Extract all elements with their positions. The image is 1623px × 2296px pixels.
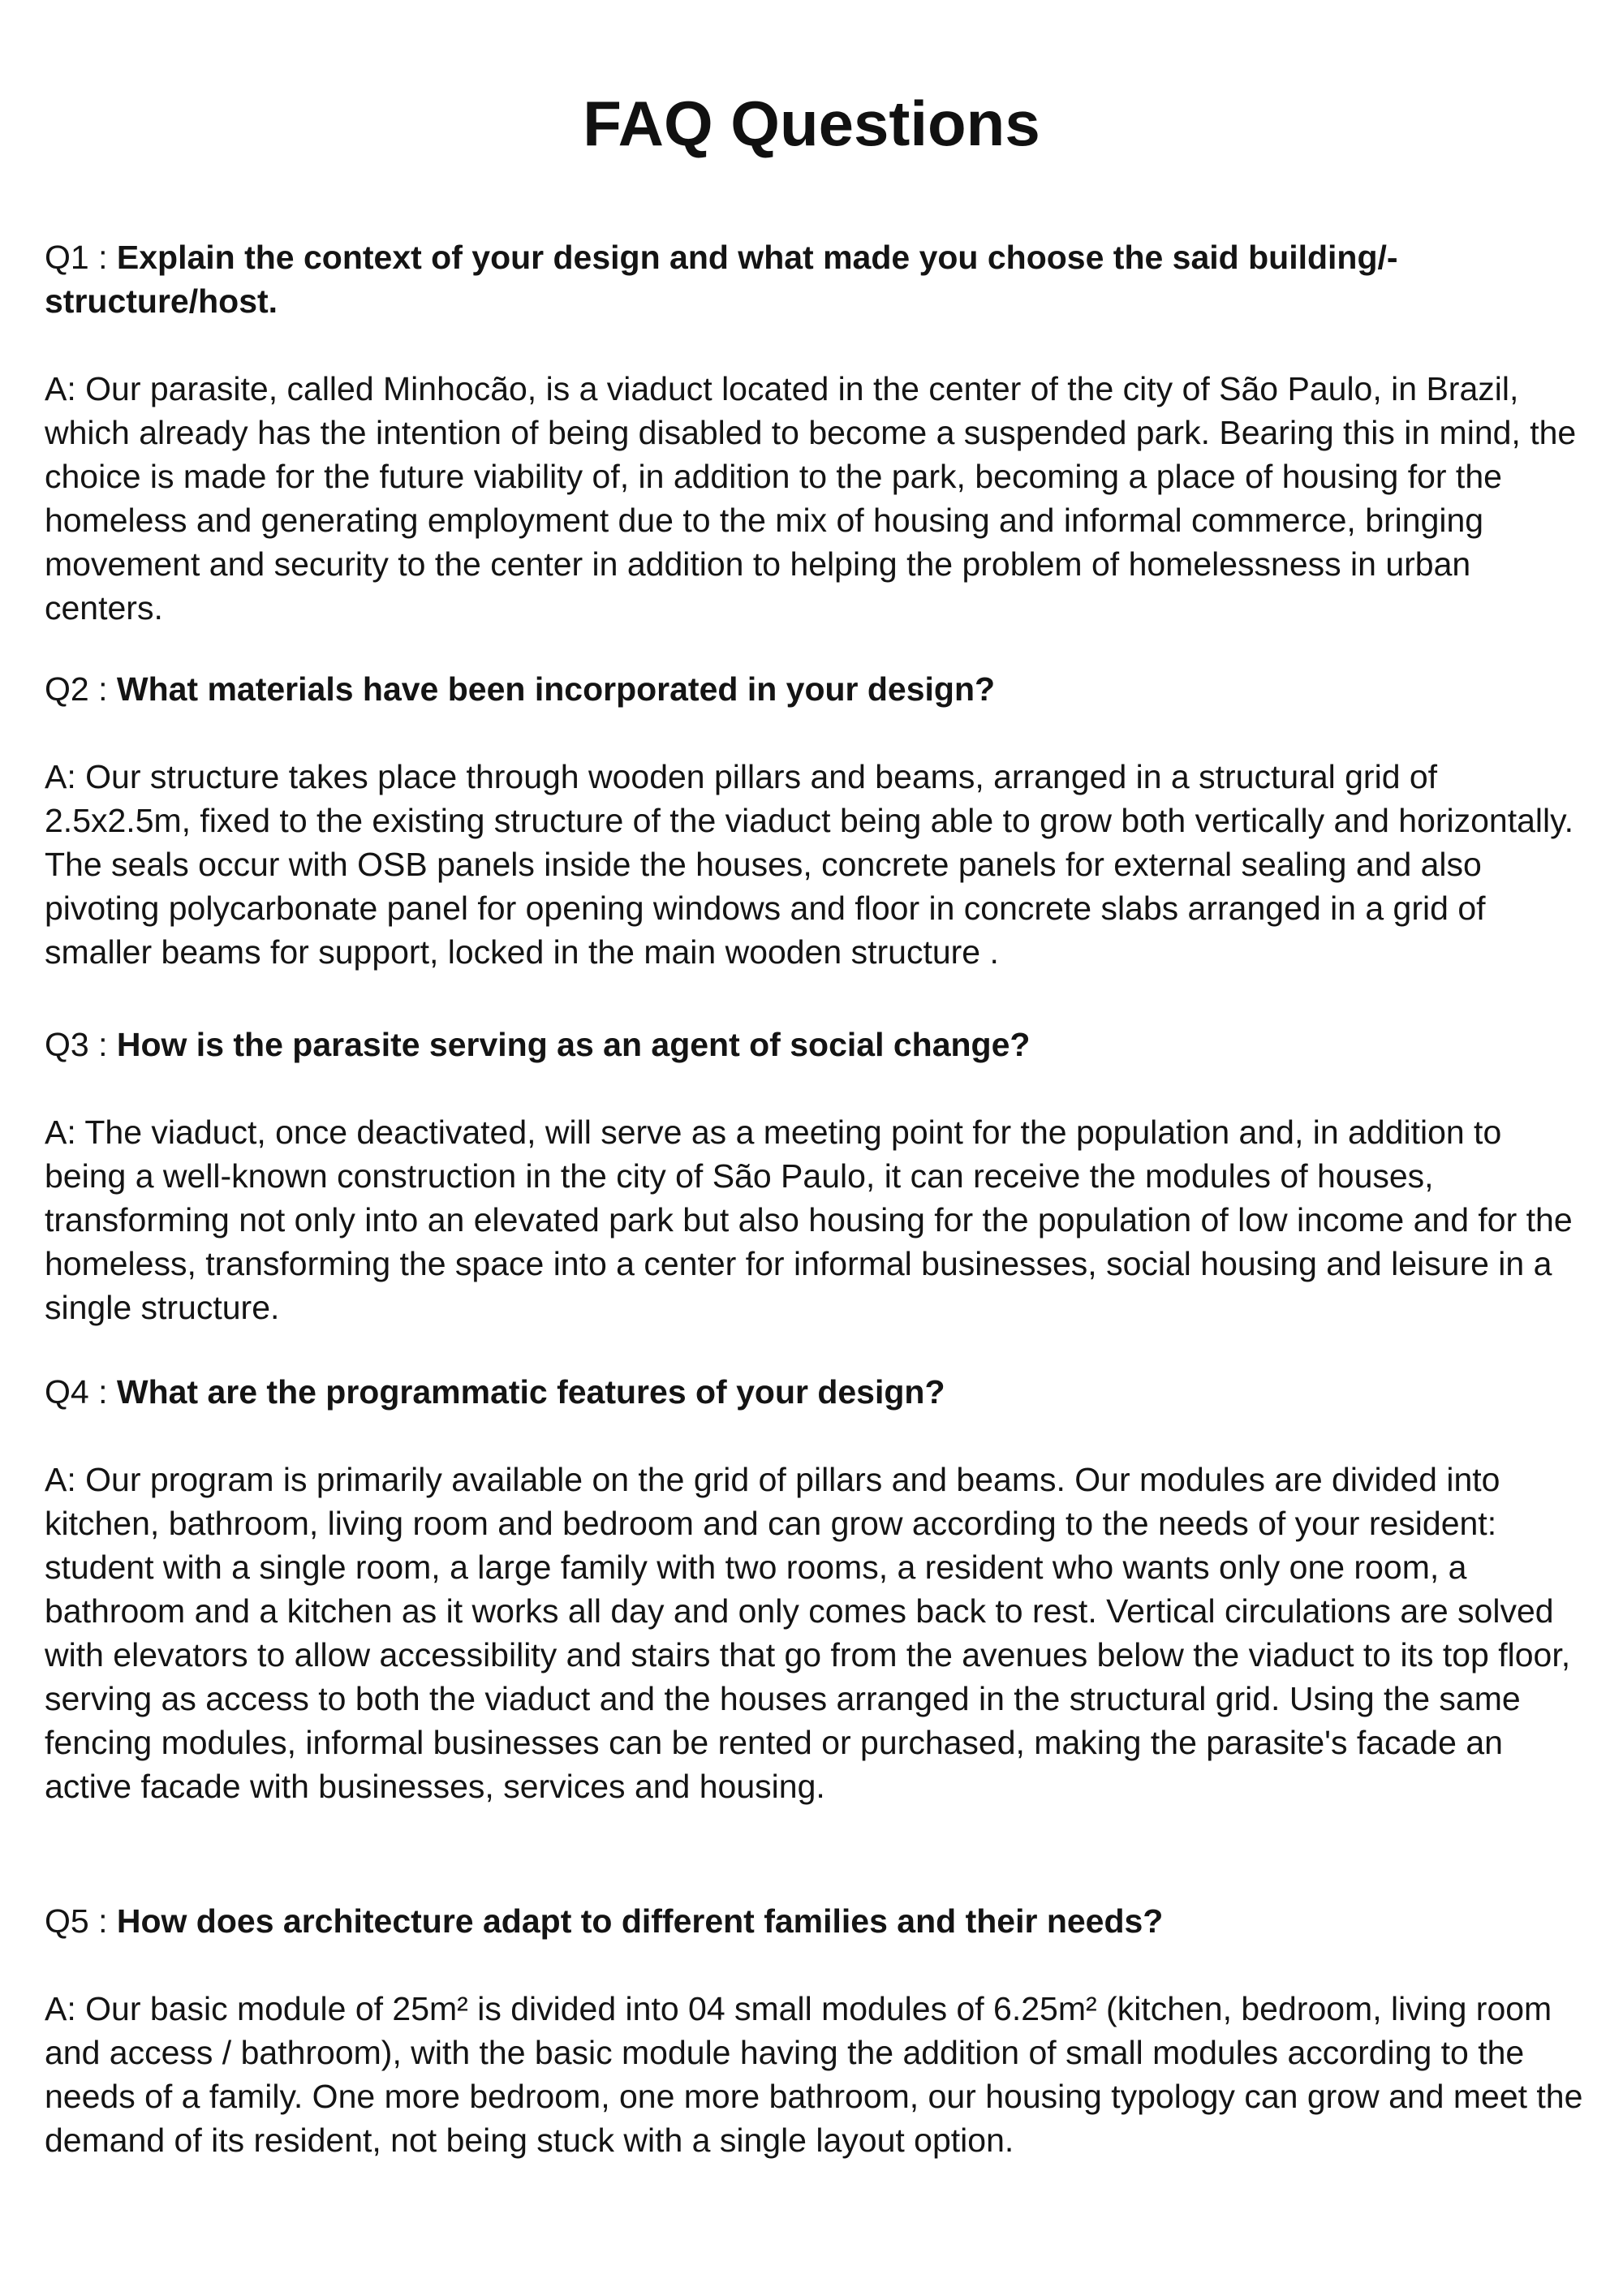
- question-3-text: How is the parasite serving as an agent of social change?: [116, 1026, 1031, 1063]
- answer-3: A: The viaduct, once deactivated, will serve as a meeting point for the population and, in addition to being a well-known construction in the city of São Paulo, it can receive the modules of houses, transforming not only into an elevated park but also housing for the population of low income and for the homeless, transforming the space into a center for informal businesses, social housing and leisure in a single structure.: [45, 1114, 1573, 1326]
- question-1: [45, 235, 1586, 323]
- question-5-text: How does architecture adapt to different families and their needs?: [116, 1902, 1164, 1940]
- question-4-label: Q4 :: [45, 1373, 117, 1411]
- question-4-text: What are the programmatic features of your design?: [116, 1373, 945, 1411]
- question-2: [45, 667, 1586, 711]
- question-2-text: What materials have been incorporated in your design?: [116, 670, 996, 708]
- question-3: [45, 1023, 1586, 1066]
- question-2-label: Q2 :: [45, 670, 117, 708]
- question-4: [45, 1370, 1586, 1414]
- answer-2: A: Our structure takes place through wooden pillars and beams, arranged in a structural grid of 2.5x2.5m, fixed to the existing structure of the viaduct being able to grow both vertically and horizontally. The seals occur with OSB panels inside the houses, concrete panels for external sealing and also pivoting polycarbonate panel for opening windows and floor in concrete slabs arranged in a grid of smaller beams for support, locked in the main wooden structure .: [45, 758, 1573, 971]
- answer-4: A: Our program is primarily available on the grid of pillars and beams. Our modules are divided into kitchen, bathroom, living room and bedroom and can grow according to the needs of your resident: student with a single room, a large family with two rooms, a resident who wants only one room, a bathroom and a kitchen as it works all day and only comes back to rest. Vertical circulations are solved with elevators to allow accessibility and stairs that go from the avenues below the viaduct to its top floor, serving as access to both the viaduct and the houses arranged in the structural grid. Using the same fencing modules, informal businesses can be rented or purchased, making the parasite's facade an active facade with businesses, services and housing.: [45, 1461, 1571, 1805]
- question-5: [45, 1899, 1586, 1943]
- answer-1: A: Our parasite, called Minhocão, is a viaduct located in the center of the city of São Paulo, in Brazil, which already has the intention of being disabled to become a suspended park. Bearing this in mind, the choice is made for the future viability of, in addition to the park, becoming a place of housing for the homeless and generating employment due to the mix of housing and informal commerce, bringing movement and security to the center in addition to helping the problem of homelessness in urban centers.: [45, 370, 1577, 627]
- question-1-label: Q1 :: [45, 239, 117, 276]
- page-title: FAQ Questions: [583, 88, 1040, 159]
- question-5-label: Q5 :: [45, 1902, 117, 1940]
- question-1-text: Explain the context of your design and what made you choose the said building/-structure/host.: [45, 239, 1398, 320]
- question-3-label: Q3 :: [45, 1026, 117, 1063]
- answer-5: A: Our basic module of 25m² is divided into 04 small modules of 6.25m² (kitchen, bedroom, living room and access / bathroom), with the basic module having the addition of small modules according to the needs of a family. One more bedroom, one more bathroom, our housing typology can grow and meet the demand of its resident, not being stuck with a single layout option.: [45, 1990, 1583, 2159]
